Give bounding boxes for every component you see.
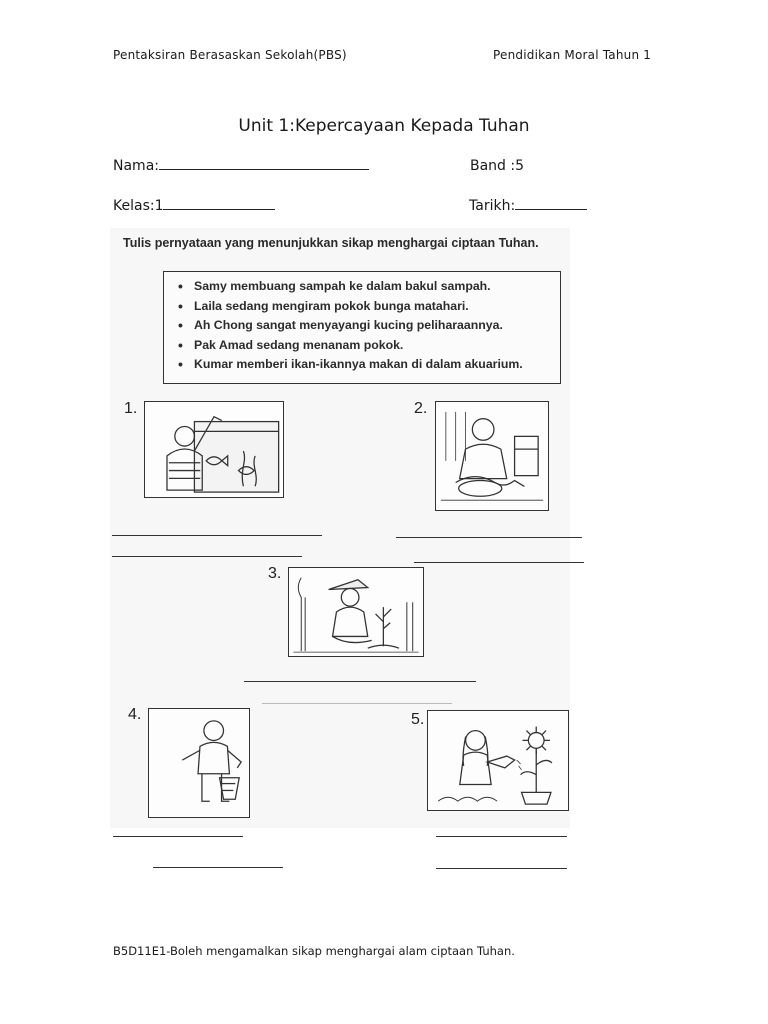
- statement-item: • Kumar memberi ikan-ikannya makan di dalam akuarium.: [194, 355, 560, 375]
- answer-line-2b[interactable]: [414, 562, 584, 563]
- man-planting-tree-illustration-icon: [288, 567, 424, 657]
- statement-item: • Samy membuang sampah ke dalam bakul sampah.: [194, 277, 560, 297]
- footer-note: B5D11E1-Boleh mengamalkan sikap menghargai alam ciptaan Tuhan.: [113, 944, 515, 958]
- picture-number-2: 2.: [414, 400, 428, 417]
- tarikh-label: Tarikh:: [469, 198, 516, 214]
- header-left: Pentaksiran Berasaskan Sekolah(PBS): [113, 48, 347, 62]
- answer-line-2a[interactable]: [396, 537, 582, 538]
- instruction-text: Tulis pernyataan yang menunjukkan sikap menghargai ciptaan Tuhan.: [123, 236, 539, 250]
- answer-line-4b[interactable]: [153, 867, 283, 868]
- answer-line-1b[interactable]: [112, 556, 302, 557]
- answer-line-3b[interactable]: [262, 703, 452, 704]
- picture-number-4: 4.: [128, 706, 142, 723]
- kelas-field: [113, 198, 275, 214]
- statement-item: • Ah Chong sangat menyayangi kucing peliharaannya.: [194, 316, 560, 336]
- statement-box: [163, 271, 561, 384]
- answer-line-3a[interactable]: [244, 681, 476, 682]
- answer-line-5a[interactable]: [436, 836, 567, 837]
- nama-answer-line[interactable]: [159, 169, 369, 170]
- nama-field: [113, 158, 369, 174]
- answer-line-5b[interactable]: [436, 868, 567, 869]
- answer-line-1a[interactable]: [112, 535, 322, 536]
- picture-number-5: 5.: [411, 711, 425, 728]
- picture-number-3: 3.: [268, 565, 282, 582]
- boy-throwing-rubbish-illustration-icon: [148, 708, 250, 818]
- boy-with-cat-illustration-icon: [435, 401, 549, 511]
- header-right: Pendidikan Moral Tahun 1: [493, 48, 652, 62]
- band-label: Band :5: [470, 158, 525, 174]
- picture-number-1: 1.: [124, 400, 138, 417]
- statement-item: • Pak Amad sedang menanam pokok.: [194, 336, 560, 356]
- kelas-answer-line[interactable]: [163, 209, 275, 210]
- tarikh-answer-line[interactable]: [515, 209, 587, 210]
- aquarium-feeding-illustration-icon: [144, 401, 284, 498]
- statement-item: • Laila sedang mengiram pokok bunga matahari.: [194, 297, 560, 317]
- girl-watering-sunflower-illustration-icon: [427, 710, 569, 811]
- page-title: Unit 1:Kepercayaan Kepada Tuhan: [238, 116, 530, 136]
- tarikh-field: [469, 198, 587, 214]
- answer-line-4a[interactable]: [113, 836, 243, 837]
- kelas-label: Kelas:1: [113, 198, 164, 214]
- nama-label: Nama:: [113, 158, 159, 174]
